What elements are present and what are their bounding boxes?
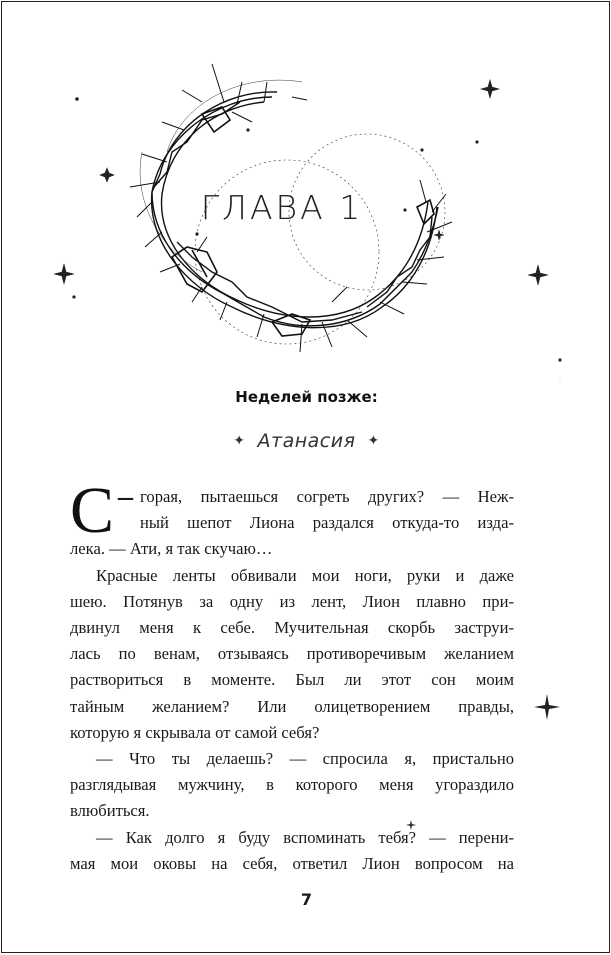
text-line: раствориться в моменте. Был ли этот сон моим [70, 670, 514, 690]
text-line: мая мои оковы на себя, ответил Лион вопросом на [70, 853, 514, 873]
dropcap-dash: – [118, 480, 134, 513]
text-line: тайным желанием? Или олицетворением правды, [70, 696, 514, 716]
text-line: двинул меня к себе. Мучительная скорбь заструи- [70, 618, 514, 638]
text-line: — Что ты делаешь? — спросила я, пристально [96, 749, 514, 769]
star-ornament-icon: ✦ [367, 433, 380, 449]
chapter-title: ГЛАВА 1 [200, 188, 364, 227]
body-text [70, 474, 514, 877]
chapter-subtitle: Неделей позже: [235, 388, 378, 406]
pov-heading [2, 430, 610, 452]
text-line: Красные ленты обвивали мои ноги, руки и даже [96, 565, 514, 585]
text-line: – С горая, пытаешься согреть других? — Неж- [70, 474, 514, 547]
text-line: шею. Потянув за одну из лент, Лион плавно при- [70, 591, 514, 611]
text-line: — Как долго я буду вспоминать тебя? — перени- [96, 827, 514, 847]
pov-name: Атанасия [257, 430, 356, 452]
book-page [1, 1, 610, 953]
text-line: ный шепот Лиона раздался откуда-то изда- [140, 513, 514, 533]
text-line: разглядывая мужчину, в которого меня угораздило [70, 775, 514, 795]
star-sparkles [54, 80, 568, 382]
first-paragraph [70, 474, 514, 563]
page-number: 7 [300, 890, 313, 909]
text-line: лась по венам, отзываясь противоречивым желанием [70, 644, 514, 664]
sparkle-star-icon [532, 692, 562, 722]
sparkle-dots [72, 97, 561, 361]
star-ornament-icon: ✦ [233, 433, 246, 449]
text-line: влюбиться. [70, 801, 150, 821]
dropcap-letter: С [70, 474, 115, 547]
text-line: которую я скрывала от самой себя? [70, 722, 320, 742]
text-line: лека. — Ати, я так скучаю… [70, 539, 273, 559]
